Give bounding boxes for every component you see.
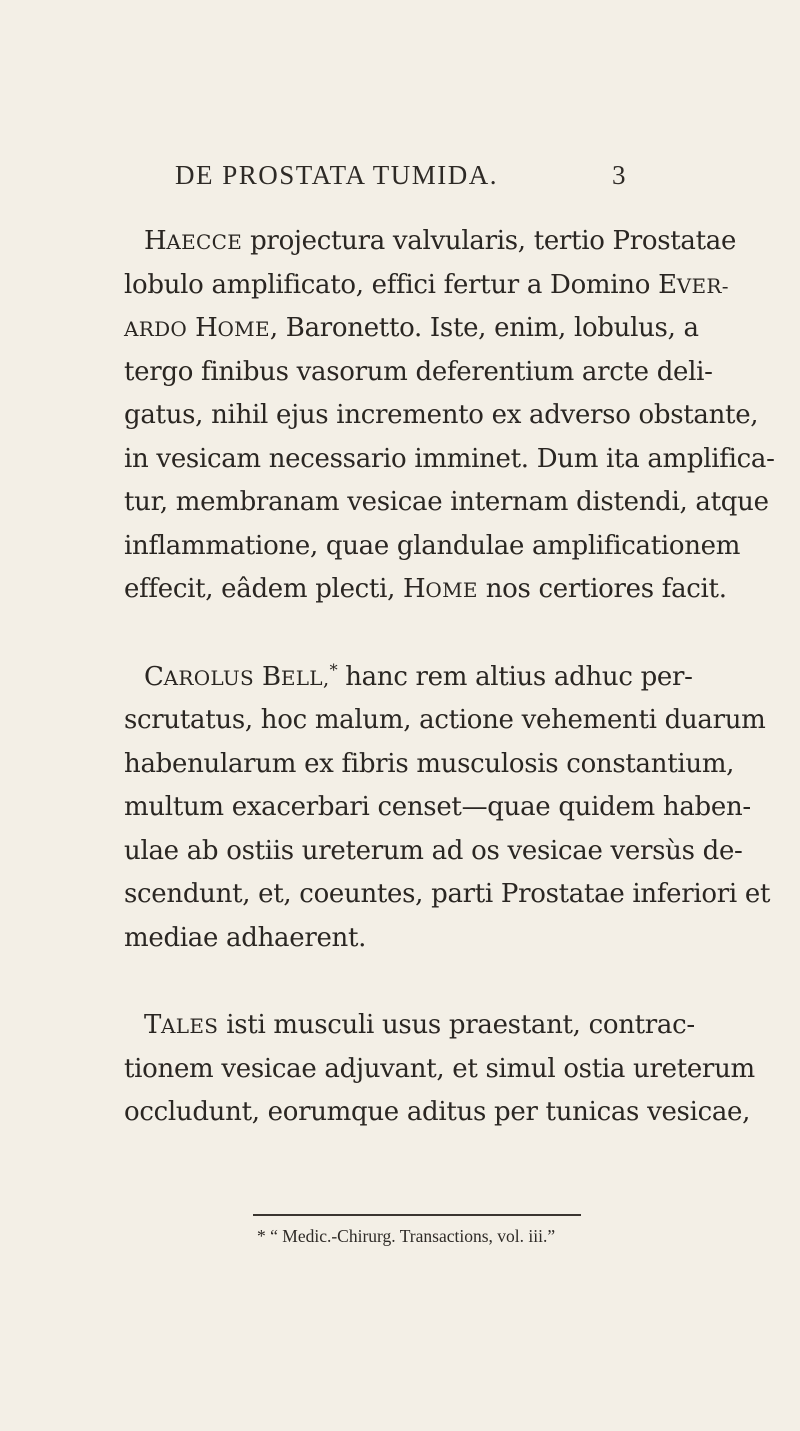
running-head [0,160,800,200]
running-title: DE PROSTATA TUMIDA. [175,160,498,190]
paragraph-1-line-2: lobulo amplificato, effici fertur a Domino EVER- [124,269,729,300]
paragraph-1-line-5: gatus, nihil ejus incremento ex adverso obstante, [124,400,759,430]
paragraph-1-line-6: in vesicam necessario imminet. Dum ita amplifica- [124,443,775,474]
footnote [0,1226,800,1256]
paragraph-1-line-4: tergo finibus vasorum deferentium arcte deli- [124,356,713,387]
paragraph-2-line-2: scrutatus, hoc malum, actione vehementi duarum [124,705,766,735]
paragraph-1-line-1: HAECCE projectura valvularis, tertio Prostatae [144,226,737,256]
paragraph-3-line-1: TALES isti musculi usus praestant, contrac- [144,1010,695,1040]
body-text [124,220,775,1135]
paragraph-1-line-7: tur, membranam vesicae internam distendi, atque [124,487,769,517]
paragraph-3-line-3: occludunt, eorumque aditus per tunicas vesicae, [124,1097,751,1127]
paragraph-gap [124,960,649,1004]
footnote-marker: * [329,659,338,679]
paragraph-2-line-5: ulae ab ostiis ureterum ad os vesicae versùs de- [124,835,743,866]
paragraph-1-line-3: ARDO HOME, Baronetto. Iste, enim, lobulus, a [124,313,699,343]
paragraph-2-line-7: mediae adhaerent. [124,922,367,953]
footnote-text: * “ Medic.-Chirurg. Transactions, vol. iii.” [257,1226,556,1246]
paragraph-2-line-1: CAROLUS BELL,* hanc rem altius adhuc per- [144,659,693,692]
paragraph-gap [124,612,649,656]
paragraph-2-line-3: habenularum ex fibris musculosis constantium, [124,748,735,779]
paragraph-1-line-9: effecit, eâdem plecti, HOME nos certiores facit. [124,574,727,604]
paragraph-1-line-8: inflammatione, quae glandulae amplificationem [124,530,741,561]
paragraph-2-line-4: multum exacerbari censet—quae quidem haben- [124,792,751,822]
paragraph-2-line-6: scendunt, et, coeuntes, parti Prostatae inferiori et [124,879,771,909]
paragraph-3-line-2: tionem vesicae adjuvant, et simul ostia ureterum [124,1053,755,1084]
page-number: 3 [612,160,626,190]
footnote-rule [253,1214,581,1216]
